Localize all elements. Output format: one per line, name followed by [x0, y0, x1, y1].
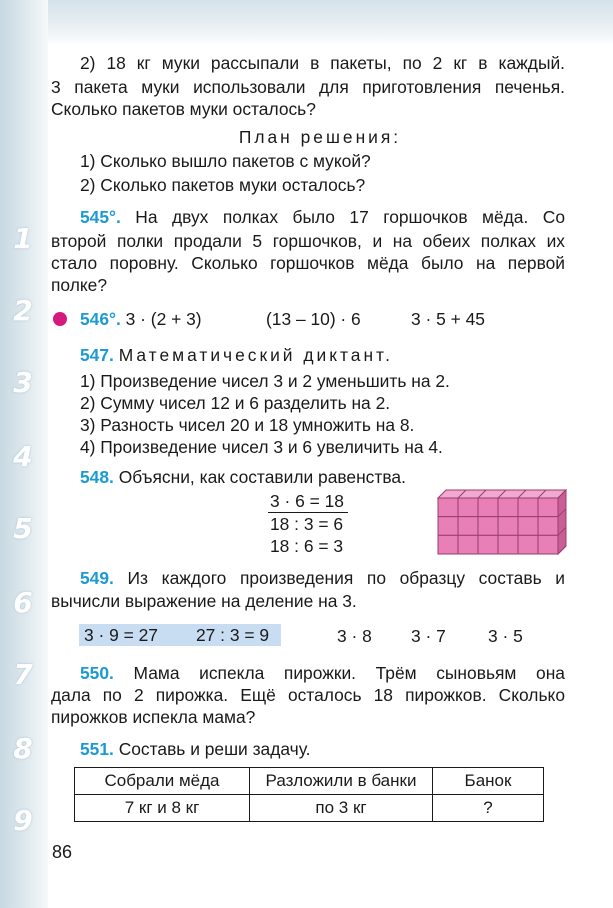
grid-cell [478, 498, 498, 517]
task-550-first-line [80, 662, 565, 684]
task-546-row [80, 308, 202, 330]
task-text: Объясни, как составили равенства. [118, 467, 406, 487]
top-band [0, 0, 613, 46]
grid-cell [538, 535, 558, 554]
task-551-line [80, 738, 565, 760]
equation: 18 : 6 = 3 [270, 536, 344, 556]
table-cell: 7 кг и 8 кг [75, 795, 250, 822]
task-text: Из каждого произведения по образцу составь и [127, 568, 565, 588]
side-number: 7 [13, 658, 33, 691]
side-number: 5 [13, 512, 33, 545]
expression: 3 · 8 [337, 626, 372, 646]
task-number: 546°. [80, 309, 121, 329]
task-text-line: второй полки продали 5 горшочков, и на обеих полках их [51, 231, 565, 251]
expression: 3 · 5 [488, 626, 523, 646]
table-header-cell: Разложили в банки [250, 768, 433, 795]
task-text: На двух полках было 17 горшочков мёда. Со [135, 207, 565, 227]
task-text-line: пирожков испекла мама? [51, 707, 256, 727]
grid-cell [458, 517, 478, 536]
grid-cell [498, 517, 518, 536]
side-number: 6 [13, 586, 33, 619]
side-number: 1 [13, 222, 33, 255]
equation: 18 : 3 = 6 [270, 514, 344, 534]
expression: 3 · (2 + 3) [125, 309, 202, 329]
table-row [75, 795, 544, 822]
task-text: Мама испекла пирожки. Трём сыновьям она [133, 663, 565, 683]
table-header-cell: Собрали мёда [75, 768, 250, 795]
grid-cell [538, 517, 558, 536]
example-expression: 3 · 9 = 27 [84, 625, 158, 645]
task-number: 551. [80, 739, 114, 759]
block-grid-3d [436, 486, 568, 558]
side-number: 9 [13, 804, 33, 837]
task-text-line: полке? [51, 275, 108, 295]
example-expression: 27 : 3 = 9 [196, 625, 270, 645]
grid-cell [438, 535, 458, 554]
grid-cell [478, 517, 498, 536]
plan-title: План решения: [238, 127, 402, 147]
side-number: 2 [13, 294, 33, 327]
equation: 3 · 6 = 18 [270, 491, 344, 511]
grid-front-face [438, 490, 566, 554]
grid-cell [458, 535, 478, 554]
grid-cell [538, 498, 558, 517]
task-text: Составь и реши задачу. [118, 739, 311, 759]
dictation-item: 4) Произведение чисел 3 и 6 увеличить на 4. [80, 437, 443, 457]
table-header-row [75, 768, 544, 795]
grid-cell [458, 498, 478, 517]
task-text-line: стало поровну. Сколько горшочков мёда было на первой [51, 253, 565, 273]
task-number: 545°. [80, 207, 121, 227]
plan-item: 2) Сколько пакетов муки осталось? [80, 175, 366, 195]
dictation-item: 3) Разность чисел 20 и 18 умножить на 8. [80, 415, 415, 435]
grid-cell [518, 517, 538, 536]
task-text-line: 2) 18 кг муки рассыпали в пакеты, по 2 кг в каждый. [80, 53, 565, 73]
expression: (13 – 10) · 6 [266, 309, 361, 329]
grid-cell [478, 535, 498, 554]
expression: 3 · 7 [411, 626, 446, 646]
dictation-item: 1) Произведение чисел 3 и 2 уменьшить на 2. [80, 371, 450, 391]
task-text-line: дала по 2 пирожка. Ещё осталось 18 пирожков. Сколько [51, 685, 565, 705]
side-number: 3 [13, 366, 33, 399]
dictation-item: 2) Сумму чисел 12 и 6 разделить на 2. [80, 393, 391, 413]
table-cell: по 3 кг [250, 795, 433, 822]
task-number: 548. [80, 467, 114, 487]
plan-item: 1) Сколько вышло пакетов с мукой? [80, 151, 371, 171]
task-548-line [80, 466, 565, 488]
grid-cell [518, 535, 538, 554]
task-number: 550. [80, 663, 114, 683]
task-text-line: вычисли выражение на деление на 3. [51, 591, 357, 611]
grid-cell [498, 535, 518, 554]
task-549-first-line [80, 567, 565, 589]
task-547-title-line [80, 344, 565, 366]
task-text-line: 3 пакета муки использовали для приготовления печенья. [51, 77, 565, 97]
side-number: 4 [13, 440, 33, 473]
task-551-table [74, 767, 544, 822]
grid-cell [498, 498, 518, 517]
task-545-first-line [80, 206, 565, 228]
side-number: 8 [13, 732, 33, 765]
expression: 3 · 5 + 45 [411, 309, 485, 329]
task-number: 549. [80, 568, 114, 588]
table-cell: ? [433, 795, 544, 822]
table-header-cell: Банок [433, 768, 544, 795]
task-text-line: Сколько пакетов муки осталось? [51, 99, 316, 119]
task-title: Математический диктант. [118, 345, 393, 365]
grid-cell [438, 498, 458, 517]
page-number: 86 [52, 842, 73, 862]
grid-cell [438, 517, 458, 536]
grid-cell [518, 498, 538, 517]
grid-side-face [558, 490, 566, 554]
bullet-dot [53, 312, 67, 326]
task-number: 547. [80, 345, 114, 365]
